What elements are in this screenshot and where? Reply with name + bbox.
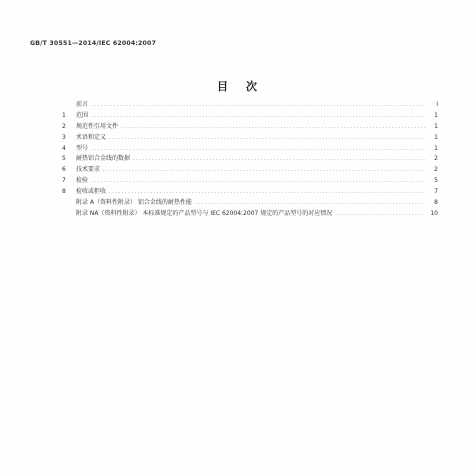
toc-entry-page: 2: [434, 155, 438, 163]
toc-entry[interactable]: [62, 132, 438, 143]
toc-entry[interactable]: [62, 175, 438, 186]
toc-entry-page: 1: [434, 133, 438, 141]
toc-entry[interactable]: [62, 110, 438, 121]
toc-entry[interactable]: [62, 121, 438, 132]
toc-entry-number: 4: [62, 144, 66, 152]
toc-entry[interactable]: [62, 153, 438, 164]
toc-entry-number: 1: [62, 111, 66, 119]
toc-leader-dots: [91, 178, 425, 184]
toc-entry-number: 3: [62, 133, 66, 141]
toc-title-char-2: 次: [246, 80, 257, 93]
toc-entry-label: 附录 A（资料性附录） 铝合金线的耐热性能: [76, 199, 192, 207]
toc-entry[interactable]: [62, 143, 438, 154]
toc-entry-page: 7: [434, 188, 438, 196]
toc-entry[interactable]: [62, 197, 438, 208]
toc-title: [0, 78, 474, 94]
toc-entry-label: 检验: [76, 177, 89, 185]
toc-leader-dots: [91, 102, 425, 108]
toc-entry-label: 规范性引用文件: [76, 122, 119, 130]
toc-entry-label: 术语和定义: [76, 133, 107, 141]
toc-entry[interactable]: [62, 99, 438, 110]
toc-entry-page: 1: [434, 122, 438, 130]
toc-title-char-1: 目: [217, 80, 228, 93]
toc-leader-dots: [91, 113, 425, 119]
toc-entry-label: 检收或拒收: [76, 188, 107, 196]
toc-entry-page: I: [436, 101, 438, 108]
toc-entry-number: 6: [62, 166, 66, 174]
toc-entry[interactable]: [62, 208, 438, 219]
toc-entry-page: 2: [434, 166, 438, 174]
toc-leader-dots: [121, 124, 425, 130]
toc-list: [62, 99, 438, 219]
toc-entry-label: 前言: [76, 101, 89, 108]
toc-entry-label: 型号: [76, 144, 89, 152]
toc-leader-dots: [133, 156, 425, 162]
toc-entry-page: 8: [434, 199, 438, 207]
toc-entry-page: 10: [430, 209, 438, 217]
toc-leader-dots: [103, 167, 425, 173]
toc-leader-dots: [109, 189, 425, 195]
toc-entry-number: 7: [62, 177, 66, 185]
toc-entry-number: 8: [62, 188, 66, 196]
toc-entry-page: 1: [434, 144, 438, 152]
toc-entry-label: 范围: [76, 111, 89, 119]
toc-entry[interactable]: [62, 186, 438, 197]
toc-leader-dots: [91, 146, 425, 152]
toc-entry-label: 技术要求: [76, 166, 101, 174]
toc-entry-page: 1: [434, 111, 438, 119]
toc-leader-dots: [109, 135, 425, 141]
toc-leader-dots: [335, 211, 425, 217]
toc-entry[interactable]: [62, 164, 438, 175]
toc-entry-page: 5: [434, 177, 438, 185]
toc-entry-label: 耐热铝合金线的数据: [76, 155, 131, 163]
toc-entry-label: 附录 NA（资料性附录） 本标准规定的产品型号与 IEC 62004:2007 规定的产品型号的对应情况: [76, 209, 333, 217]
standard-code-header: GB/T 30551—2014/IEC 62004:2007: [30, 40, 157, 47]
toc-leader-dots: [195, 200, 425, 206]
toc-entry-number: 5: [62, 155, 66, 163]
toc-entry-number: 2: [62, 122, 66, 130]
